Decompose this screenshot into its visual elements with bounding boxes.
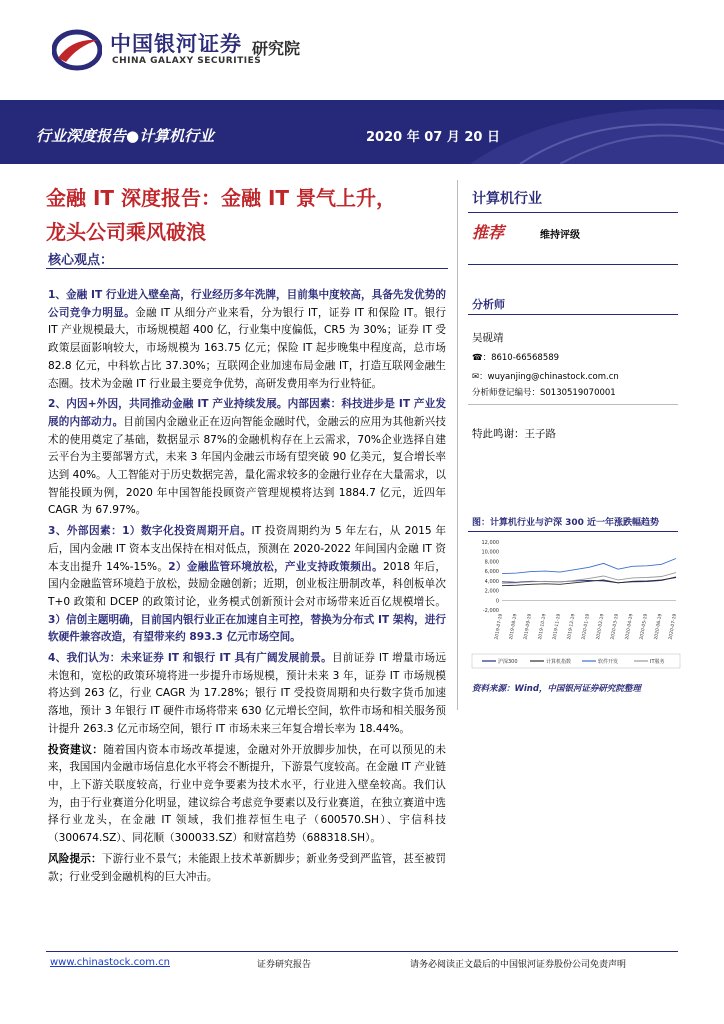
y-tick-label: -2,000 <box>482 608 499 614</box>
brand-name-en: CHINA GALAXY SECURITIES <box>112 56 262 66</box>
y-tick-label: 4,000 <box>484 578 499 585</box>
paragraph-4-lead: 4、我们认为：未来证券 IT 和银行 IT 具有广阔发展前景。 <box>48 652 332 665</box>
paragraph-3-lead: 3、外部因素：1）数字化投资周期开启。 <box>48 525 252 538</box>
company-logo-icon <box>52 28 102 72</box>
y-tick-label: 10,000 <box>481 549 499 556</box>
report-type-label: 行业深度报告●计算机行业 <box>36 127 215 145</box>
rating-note: 维持评级 <box>540 230 580 241</box>
paragraph-4-text: 目前证券 IT 增量市场远未饱和，宽松的政策环境将进一步提升市场规模，预计未来 3 年，证券 IT 市场规模将达到 263 亿，行业 CAGR 为 17.28%；银行 IT 受投资周期和央行数字货币加速落地，预计 3 年银行 IT 硬件市场将带来 630 亿元增长空间，软件市场和相关服务预计提升 263.3 亿元市场空间，银行 IT 市场未来三年复合增长率为 18.44%。 <box>48 652 446 735</box>
paragraph-4 <box>48 650 446 739</box>
analyst-phone: ☎：8610-66568589 <box>472 353 560 363</box>
report-body <box>48 287 446 889</box>
investment-advice-text: 随着国内资本市场改革提速，金融对外开放脚步加快，在可以预见的未来，我国国内金融市场信息化水平将会不断提升，下游景气度较高。在金融 IT 产业链中，上下游关联度较高，行业中竞争要素为技术水平，行业进入壁垒较高。我们认为，由于行业赛道分化明显，建议综合考虑竞争要素以及行业赛道，在独立赛道中选择行业龙头，在金融 IT 领域，我们推荐恒生电子（600570.SH）、宇信科技（300674.SZ）、同花顺（300033.SZ）和财富趋势（688318.SH）。 <box>48 743 446 845</box>
report-date: 2020 年 07 月 20 日 <box>366 130 500 145</box>
research-dept-label: 研究院 <box>252 39 301 58</box>
footer-disclaimer: 请务必阅读正文最后的中国银河证券股份公司免责声明 <box>410 960 627 970</box>
analyst-email: ✉：wuyanjing@chinastock.com.cn <box>472 372 619 382</box>
x-tick-label: 2020-02-19 <box>596 613 606 641</box>
x-tick-label: 2020-07-19 <box>668 613 678 641</box>
sidebar-divider <box>468 314 678 315</box>
x-tick-label: 2020-05-19 <box>639 613 649 641</box>
industry-label: 计算机行业 <box>472 191 542 207</box>
footer-divider <box>46 951 678 952</box>
x-tick-label: 2019-07-19 <box>494 613 504 641</box>
x-tick-label: 2019-12-19 <box>567 613 577 641</box>
brand-name-cn: 中国银河证券 <box>110 32 242 56</box>
report-title-line1: 金融 IT 深度报告：金融 IT 景气上升， <box>46 186 397 210</box>
paragraph-2-lead: 2、内因+外因，共同推动金融 IT 产业持续发展。内部因素：科技进步是 IT 产业发展的内部动力。 <box>48 398 446 428</box>
analyst-label: 分析师 <box>472 298 505 311</box>
analyst-registration: 分析师登记编号：S0130519070001 <box>472 388 616 398</box>
y-tick-label: 6,000 <box>484 569 499 576</box>
legend-label: 沪深300 <box>498 659 518 665</box>
rating-value: 推荐 <box>472 223 505 242</box>
series-line-软件开发 <box>502 559 676 574</box>
chart-divider <box>468 531 678 532</box>
report-title-line2: 龙头公司乘风破浪 <box>46 220 206 244</box>
paragraph-1-lead: 1、金融 IT 行业进入壁垒高，行业经历多年洗牌，目前集中度较高，具备先发优势的公司竞争力明显。 <box>48 289 446 319</box>
chart-title: 图：计算机行业与沪深 300 近一年涨跌幅趋势 <box>472 518 660 528</box>
risk-warning-label: 风险提示： <box>48 852 102 865</box>
x-tick-label: 2020-04-19 <box>625 613 635 641</box>
y-tick-label: 2,000 <box>484 588 499 595</box>
paragraph-3 <box>48 523 446 647</box>
x-tick-label: 2019-09-19 <box>523 613 533 641</box>
investment-advice <box>48 742 446 848</box>
x-tick-label: 2020-06-19 <box>654 613 664 641</box>
paragraph-3-text-b: 2018 年后，国内金融监管环境趋于放松，鼓励金融创新；近期，创业板注册制改革，科创板单次 T+0 政策和 DCEP 的政策讨论，业务模式创新预计会对市场带来近百亿规模增长。 <box>48 560 446 608</box>
footer-doc-type: 证券研究报告 <box>257 960 312 970</box>
core-viewpoints-label: 核心观点： <box>48 253 114 268</box>
column-divider <box>457 180 458 710</box>
paragraph-1-text: 金融 IT 从细分产业来看，分为银行 IT，证券 IT 和保险 IT。银行 IT 产业规模最大，市场规模超 400 亿，行业集中度偏低，CR5 为 30%；证券 IT 受政策层面影响较大，市场规模为 163.75 亿元；保险 IT 起步晚集中程度高，总市场 82.8 亿元，中科软占比 37.30%；互联网企业加速布局金融 IT，打造互联网金融生态圈。技术为金融 IT 行业最主要竞争优势，高研发费用率为行业特征。 <box>48 306 447 390</box>
investment-advice-label: 投资建议： <box>48 743 104 756</box>
section-divider <box>46 268 448 269</box>
risk-warning <box>48 851 446 886</box>
sidebar-divider <box>468 404 678 405</box>
y-tick-label: 12,000 <box>481 540 499 546</box>
x-tick-label: 2019-10-19 <box>538 613 548 641</box>
paragraph-1 <box>48 287 446 393</box>
legend-label: 计算机指数 <box>546 659 572 665</box>
paragraph-2 <box>48 396 446 520</box>
paragraph-3-text-a: IT 投资周期约为 5 年左右，从 2015 年后，国内金融 IT 资本支出保持在相对低点，预测在 2020-2022 年间国内金融 IT 资本支出提升 14%-15%。 <box>48 525 446 573</box>
legend-label: 软件开发 <box>598 659 619 665</box>
x-tick-label: 2019-08-19 <box>509 613 519 641</box>
chart-source: 资料来源：Wind，中国银河证券研究院整理 <box>472 684 641 694</box>
risk-warning-text: 下游行业不景气；未能跟上技术革新脚步；新业务受到严监管，甚至被罚款；行业受到金融机构的巨大冲击。 <box>48 852 447 883</box>
paragraph-3-point-3: 3）信创主题明确，目前国内银行业正在加速自主可控，替换为分布式 IT 架构，进行软硬件兼容改造，有望带来约 893.3 亿元市场空间。 <box>48 613 446 644</box>
sidebar-divider <box>468 264 678 265</box>
paragraph-3-point-2: 2）金融监管环境放松，产业支持政策频出。 <box>168 560 383 573</box>
legend-label: IT服务 <box>650 659 665 665</box>
acknowledgement: 特此鸣谢：王子路 <box>472 428 556 440</box>
paragraph-2-text: 目前国内金融业正在迈向智能金融时代，金融云的应用为其他新兴技术的使用奠定了基础，数据显示 87%的金融机构存在上云需求，70%企业选择自建云平台为主要部署方式，未来 3 年国内金融云市场有望突破 90 亿美元，复合增长率达到 40%。人工智能对于历史数据完善，量化需求较多的金融行业存在大量需求，以智能投顾为例，2020 年中国智能投顾资产管理规模将达到 1884.7 亿元，近四年 CAGR 为 67.97%。 <box>48 415 447 517</box>
analyst-name: 吴砚靖 <box>472 332 504 344</box>
x-tick-label: 2020-03-19 <box>610 613 620 641</box>
x-tick-label: 2020-01-19 <box>581 613 591 641</box>
footer-website-link[interactable]: www.chinastock.com.cn <box>50 957 170 968</box>
sidebar-divider <box>468 212 678 213</box>
y-tick-label: 0 <box>495 598 499 605</box>
y-tick-label: 8,000 <box>484 559 499 566</box>
x-tick-label: 2019-11-19 <box>552 613 562 641</box>
trend-line-chart <box>470 536 682 676</box>
